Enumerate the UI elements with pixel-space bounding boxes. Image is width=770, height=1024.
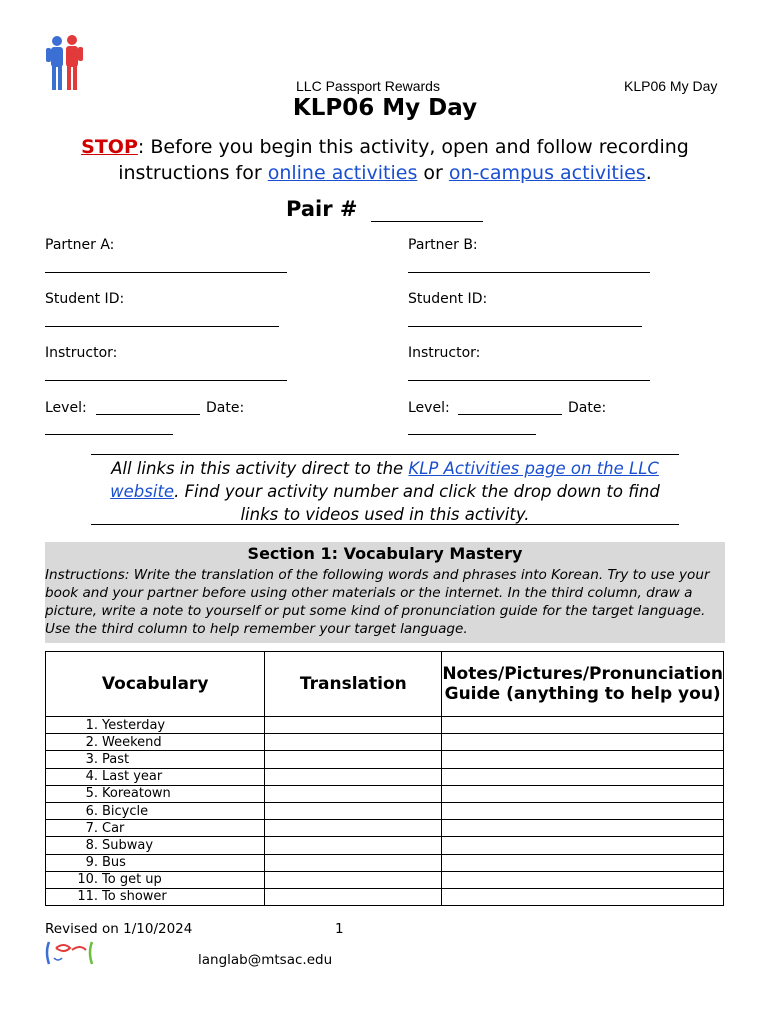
date-a-blank[interactable] — [45, 434, 173, 435]
row-number: 2. — [85, 734, 98, 750]
section-box — [45, 542, 725, 643]
row-number: 9. — [85, 855, 98, 871]
notes-cell[interactable] — [442, 837, 724, 854]
level-b-blank[interactable] — [458, 414, 562, 415]
notes-cell[interactable] — [442, 734, 724, 751]
partner-b-label: Partner B: — [408, 237, 478, 253]
row-number: 6. — [85, 803, 98, 819]
vocab-word: Bus — [102, 855, 126, 871]
student-id-b-blank[interactable] — [408, 326, 642, 327]
page-number: 1 — [335, 921, 344, 937]
stop-word: STOP — [81, 136, 138, 158]
notes-cell[interactable] — [442, 717, 724, 734]
table-row — [46, 802, 724, 819]
student-id-a-blank[interactable] — [45, 326, 279, 327]
vocab-word: Car — [102, 820, 125, 836]
online-activities-link[interactable]: online activities — [267, 162, 418, 184]
section-instructions: Instructions: Write the translation of the following words and phrases into Korean. Try to use your book and your partner before using other materials or the internet. In the third column, draw a picture, write a note to yourself or put some kind of pronunciation guide for the target language. Use the third column to help remember your target language. — [45, 567, 710, 637]
row-number: 3. — [85, 751, 98, 767]
table-row — [46, 837, 724, 854]
partner-b-blank[interactable] — [408, 272, 650, 273]
note-post: . Find your activity number and click the drop down to find links to videos used in this activity. — [174, 482, 660, 524]
vocab-word: Yesterday — [102, 717, 166, 733]
lab-logo-icon — [44, 938, 100, 968]
row-number: 7. — [85, 820, 98, 836]
table-header-row — [46, 652, 724, 717]
table-row — [46, 820, 724, 837]
translation-cell[interactable] — [265, 785, 442, 802]
note-top-rule — [91, 454, 679, 455]
vocab-word: To shower — [102, 889, 167, 905]
row-number: 5. — [85, 786, 98, 802]
vocab-word: Subway — [102, 837, 154, 853]
table-row — [46, 751, 724, 768]
table-row — [46, 768, 724, 785]
pair-blank[interactable] — [371, 221, 483, 222]
translation-cell[interactable] — [265, 888, 442, 905]
notes-cell[interactable] — [442, 785, 724, 802]
notes-cell[interactable] — [442, 768, 724, 785]
note-pre: All links in this activity direct to the — [111, 459, 409, 478]
header-right: KLP06 My Day — [624, 78, 718, 94]
vocab-word: Koreatown — [102, 786, 171, 802]
level-b-label: Level: — [408, 400, 450, 416]
contact-email: langlab@mtsac.edu — [198, 952, 333, 968]
vocab-word: Past — [102, 751, 130, 767]
stop-text-2: instructions for — [118, 162, 268, 184]
table-row — [46, 871, 724, 888]
student-id-a-label: Student ID: — [45, 291, 125, 307]
instructor-b-blank[interactable] — [408, 380, 650, 381]
date-b-label: Date: — [568, 400, 607, 416]
translation-cell[interactable] — [265, 854, 442, 871]
instructor-a-label: Instructor: — [45, 345, 118, 361]
vocab-word: Last year — [102, 769, 163, 785]
row-number: 1. — [85, 717, 98, 733]
vocab-table — [45, 651, 724, 906]
translation-cell[interactable] — [265, 734, 442, 751]
links-note — [91, 457, 679, 526]
stop-or: or — [417, 162, 449, 184]
translation-cell[interactable] — [265, 717, 442, 734]
table-row — [46, 785, 724, 802]
translation-cell[interactable] — [265, 820, 442, 837]
translation-cell[interactable] — [265, 871, 442, 888]
people-logo-icon — [44, 34, 86, 92]
vocabulary-header: Vocabulary — [46, 652, 265, 717]
level-a-blank[interactable] — [96, 414, 200, 415]
stop-instructions — [0, 134, 770, 186]
section-title: Section 1: Vocabulary Mastery — [247, 544, 523, 563]
notes-cell[interactable] — [442, 751, 724, 768]
notes-cell[interactable] — [442, 888, 724, 905]
date-a-label: Date: — [206, 400, 245, 416]
notes-cell[interactable] — [442, 854, 724, 871]
notes-header: Notes/Pictures/Pronunciation Guide (anything to help you) — [442, 652, 724, 717]
translation-cell[interactable] — [265, 837, 442, 854]
note-bottom-rule — [91, 524, 679, 525]
klp-activities-link[interactable]: KLP Activities page on the LLC website — [110, 459, 659, 501]
row-number: 4. — [85, 769, 98, 785]
page-title: KLP06 My Day — [292, 95, 478, 121]
stop-end: . — [645, 162, 652, 184]
translation-cell[interactable] — [265, 802, 442, 819]
translation-header: Translation — [265, 652, 442, 717]
row-number: 10. — [77, 872, 98, 888]
partner-a-blank[interactable] — [45, 272, 287, 273]
table-row — [46, 734, 724, 751]
instructor-a-blank[interactable] — [45, 380, 287, 381]
partner-a-label: Partner A: — [45, 237, 115, 253]
level-a-label: Level: — [45, 400, 87, 416]
row-number: 11. — [77, 889, 98, 905]
vocab-word: Weekend — [102, 734, 162, 750]
notes-cell[interactable] — [442, 802, 724, 819]
table-row — [46, 888, 724, 905]
date-b-blank[interactable] — [408, 434, 536, 435]
stop-text: : Before you begin this activity, open and follow recording — [137, 136, 689, 158]
instructor-b-label: Instructor: — [408, 345, 481, 361]
table-row — [46, 717, 724, 734]
table-row — [46, 854, 724, 871]
header-left: LLC Passport Rewards — [296, 78, 440, 94]
vocab-word: To get up — [102, 872, 162, 888]
vocab-word: Bicycle — [102, 803, 149, 819]
row-number: 8. — [85, 837, 98, 853]
translation-cell[interactable] — [265, 751, 442, 768]
on-campus-activities-link[interactable]: on-campus activities — [448, 162, 646, 184]
notes-cell[interactable] — [442, 820, 724, 837]
translation-cell[interactable] — [265, 768, 442, 785]
pair-label: Pair # — [286, 197, 358, 221]
student-id-b-label: Student ID: — [408, 291, 488, 307]
notes-cell[interactable] — [442, 871, 724, 888]
revised-date: Revised on 1/10/2024 — [45, 921, 193, 937]
